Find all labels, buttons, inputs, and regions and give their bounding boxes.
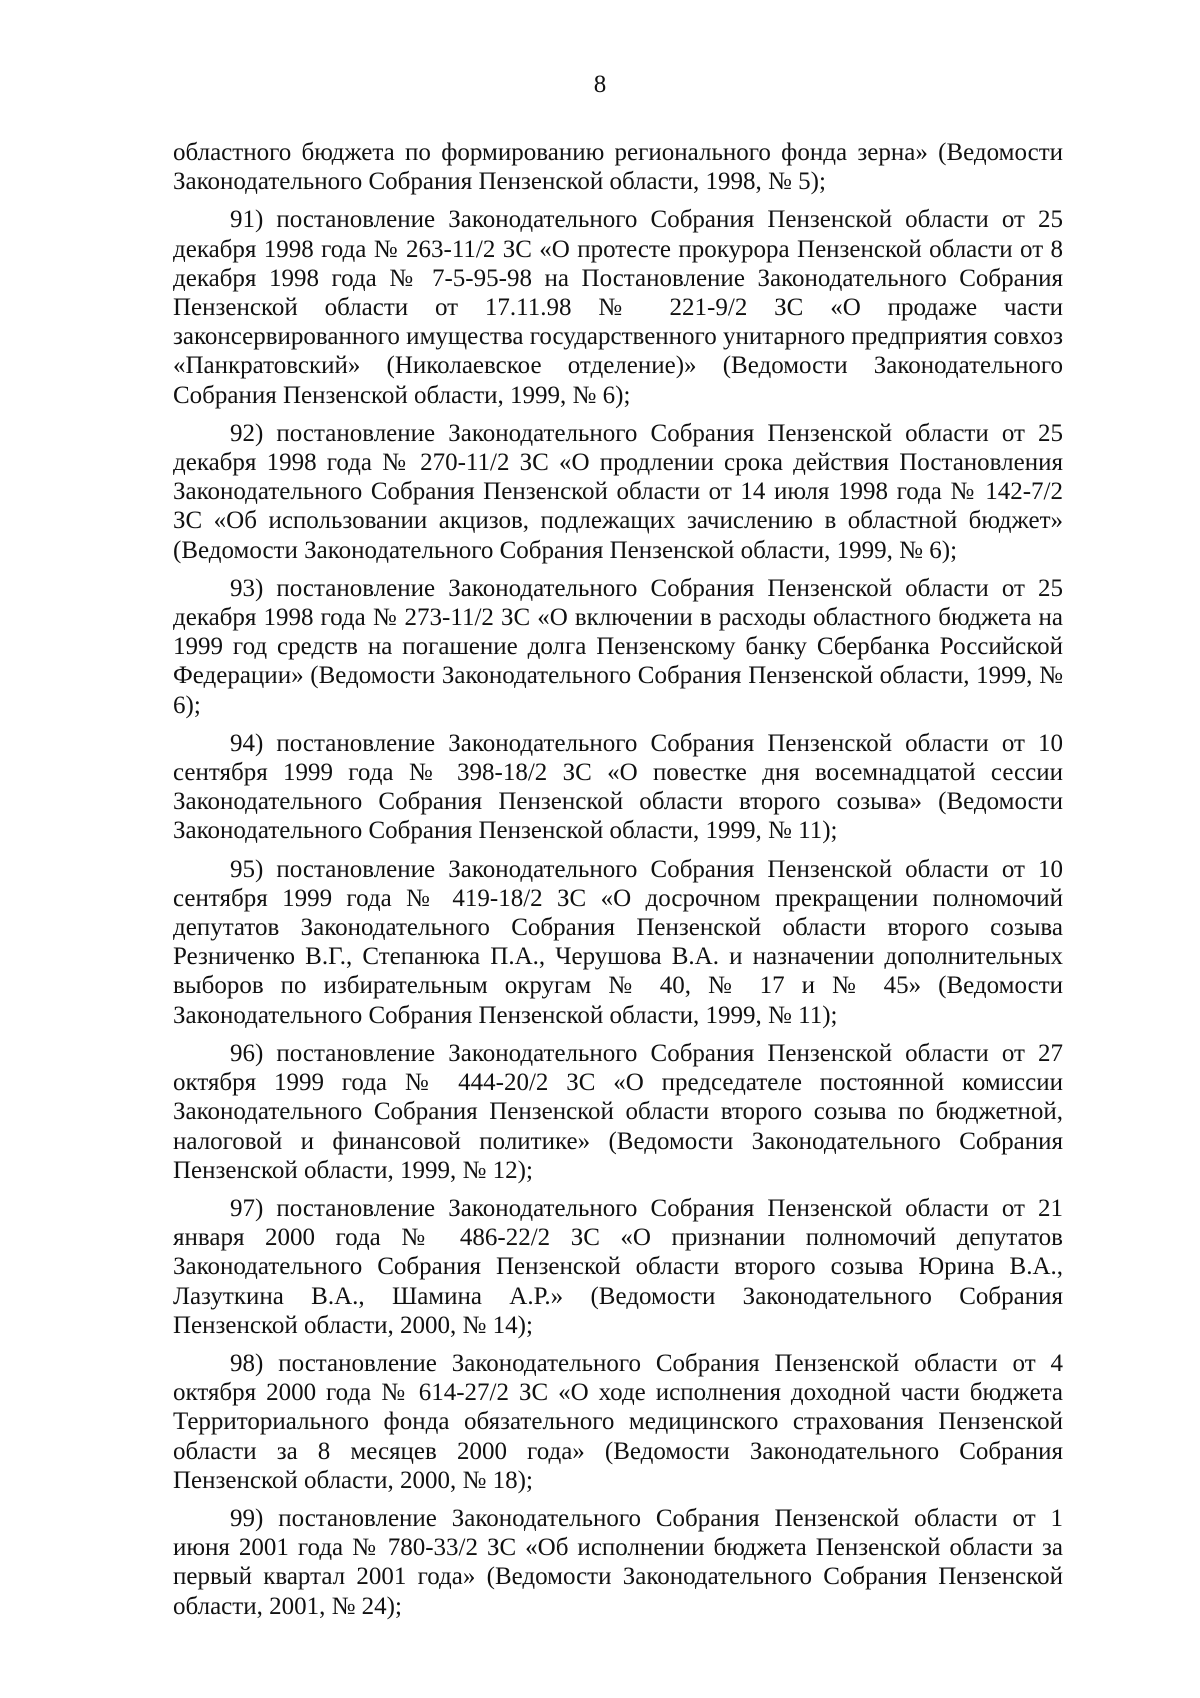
list-item-94: 94) постановление Законодательного Собрания Пензенской области от 10 сентября 1999 года № 398-18/2 ЗС «О повестке дня восемнадцатой сессии Законодательного Собрания Пензенской области второго созыва» (Ведомости Законодательного Собрания Пензенской области, 1999, № 11); xyxy=(173,729,1063,845)
document-body xyxy=(173,138,1063,1630)
list-item-93: 93) постановление Законодательного Собрания Пензенской области от 25 декабря 1998 года № 273-11/2 ЗС «О включении в расходы областного бюджета на 1999 год средств на погашение долга Пензенскому банку Сбербанка Российской Федерации» (Ведомости Законодательного Собрания Пензенской области, 1999, № 6); xyxy=(173,574,1063,719)
paragraph-continuation: областного бюджета по формированию регионального фонда зерна» (Ведомости Законодательного Собрания Пензенской области, 1998, № 5); xyxy=(173,139,1063,196)
list-item-98: 98) постановление Законодательного Собрания Пензенской области от 4 октября 2000 года № 614-27/2 ЗС «О ходе исполнения доходной части бюджета Территориального фонда обязательного медицинского страхования Пензенской области за 8 месяцев 2000 года» (Ведомости Законодательного Собрания Пензенской области, 2000, № 18); xyxy=(173,1349,1063,1494)
list-item-96: 96) постановление Законодательного Собрания Пензенской области от 27 октября 1999 года № 444-20/2 ЗС «О председателе постоянной комиссии Законодательного Собрания Пензенской области второго созыва по бюджетной, налоговой и финансовой политике» (Ведомости Законодательного Собрания Пензенской области, 1999, № 12); xyxy=(173,1039,1063,1184)
page-number: 8 xyxy=(593,71,607,98)
list-item-95: 95) постановление Законодательного Собрания Пензенской области от 10 сентября 1999 года № 419-18/2 ЗС «О досрочном прекращении полномочий депутатов Законодательного Собрания Пензенской области второго созыва Резниченко В.Г., Степанюка П.А., Черушова В.А. и назначении дополнительных выборов по избирательным округам № 40, № 17 и № 45» (Ведомости Законодательного Собрания Пензенской области, 1999, № 11); xyxy=(173,855,1063,1029)
list-item-97: 97) постановление Законодательного Собрания Пензенской области от 21 января 2000 года № 486-22/2 ЗС «О признании полномочий депутатов Законодательного Собрания Пензенской области второго созыва Юрина В.А., Лазуткина В.А., Шамина А.Р.» (Ведомости Законодательного Собрания Пензенской области, 2000, № 14); xyxy=(173,1194,1063,1339)
list-item-92: 92) постановление Законодательного Собрания Пензенской области от 25 декабря 1998 года № 270-11/2 ЗС «О продлении срока действия Постановления Законодательного Собрания Пензенской области от 14 июля 1998 года № 142-7/2 ЗС «Об использовании акцизов, подлежащих зачислению в областной бюджет» (Ведомости Законодательного Собрания Пензенской области, 1999, № 6); xyxy=(173,419,1063,564)
list-item-91: 91) постановление Законодательного Собрания Пензенской области от 25 декабря 1998 года № 263-11/2 ЗС «О протесте прокурора Пензенской области от 8 декабря 1998 года № 7-5-95-98 на Постановление Законодательного Собрания Пензенской области от 17.11.98 № 221-9/2 ЗС «О продаже части законсервированного имущества государственного унитарного предприятия совхоз «Панкратовский» (Николаевское отделение)» (Ведомости Законодательного Собрания Пензенской области, 1999, № 6); xyxy=(173,206,1063,409)
list-item-99: 99) постановление Законодательного Собрания Пензенской области от 1 июня 2001 года № 780-33/2 ЗС «Об исполнении бюджета Пензенской области за первый квартал 2001 года» (Ведомости Законодательного Собрания Пензенской области, 2001, № 24); xyxy=(173,1504,1063,1620)
